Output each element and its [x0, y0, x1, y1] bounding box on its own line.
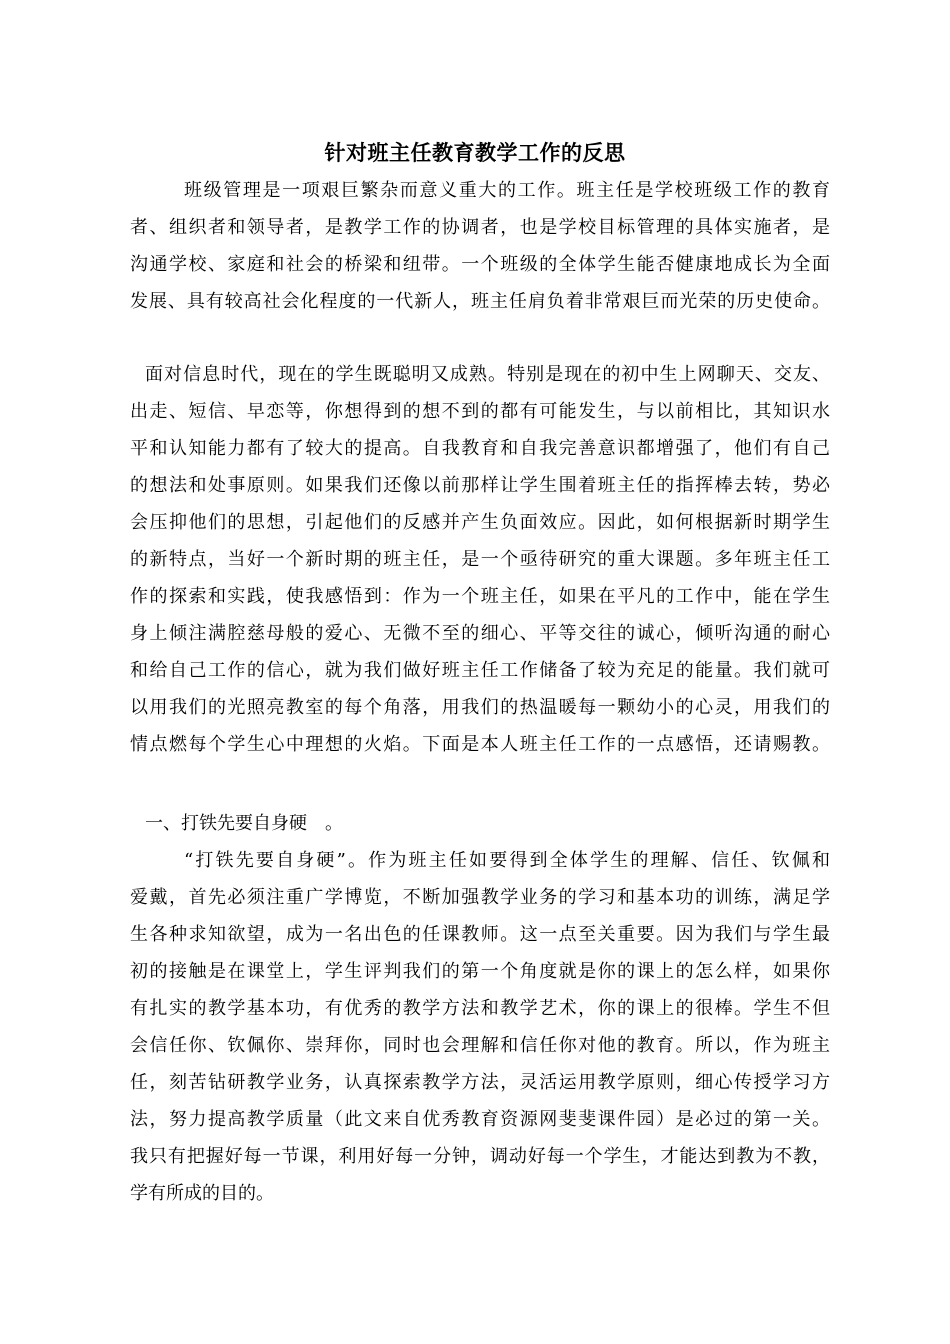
paragraph-4-line-2: 爱戴，首先必须注重广学博览，不断加强教学业务的学习和基本功的训练，满足学: [130, 887, 830, 908]
document-title: 针对班主任教育教学工作的反思: [324, 140, 626, 165]
paragraph-1-line-1: 班级管理是一项艰巨繁杂而意义重大的工作。班主任是学校班级工作的教育: [184, 180, 830, 201]
paragraph-2-line-9: 和给自己工作的信心，就为我们做好班主任工作储备了较为充足的能量。我们就可: [130, 660, 830, 681]
paragraph-4-line-10: 学有所成的目的。: [130, 1183, 274, 1204]
paragraph-4-line-1: “打铁先要自身硬”。作为班主任如要得到全体学生的理解、信任、钦佩和: [184, 850, 830, 871]
paragraph-4-line-4: 初的接触是在课堂上，学生评判我们的第一个角度就是你的课上的怎么样，如果你: [130, 961, 830, 982]
paragraph-2-line-10: 以用我们的光照亮教室的每个角落，用我们的热温暖每一颗幼小的心灵，用我们的: [130, 697, 830, 718]
paragraph-2-line-7: 作的探索和实践，使我感悟到：作为一个班主任，如果在平凡的工作中，能在学生: [130, 586, 830, 607]
paragraph-2-line-6: 的新特点，当好一个新时期的班主任，是一个亟待研究的重大课题。多年班主任工: [130, 549, 830, 570]
paragraph-4-line-5: 有扎实的教学基本功，有优秀的教学方法和教学艺术，你的课上的很棒。学生不但: [130, 998, 830, 1019]
section-heading-1: 一、打铁先要自身硬 。: [145, 813, 343, 834]
paragraph-2-line-8: 身上倾注满腔慈母般的爱心、无微不至的细心、平等交往的诚心，倾听沟通的耐心: [130, 623, 830, 644]
paragraph-1-line-3: 沟通学校、家庭和社会的桥梁和纽带。一个班级的全体学生能否健康地成长为全面: [130, 254, 830, 275]
paragraph-4-line-7: 任，刻苦钻研教学业务，认真探索教学方法，灵活运用教学原则，细心传授学习方: [130, 1072, 830, 1093]
paragraph-2-line-5: 会压抑他们的思想，引起他们的反感并产生负面效应。因此，如何根据新时期学生: [130, 512, 830, 533]
paragraph-2-line-3: 平和认知能力都有了较大的提高。自我教育和自我完善意识都增强了，他们有自己: [130, 438, 830, 459]
paragraph-2-line-4: 的想法和处事原则。如果我们还像以前那样让学生围着班主任的指挥棒去转，势必: [130, 475, 830, 496]
paragraph-2-line-2: 出走、短信、早恋等，你想得到的想不到的都有可能发生，与以前相比，其知识水: [130, 401, 830, 422]
paragraph-1-line-2: 者、组织者和领导者，是教学工作的协调者，也是学校目标管理的具体实施者，是: [130, 217, 830, 238]
paragraph-4-line-9: 我只有把握好每一节课，利用好每一分钟，调动好每一个学生，才能达到教为不教，: [130, 1146, 830, 1167]
paragraph-1-line-4: 发展、具有较高社会化程度的一代新人，班主任肩负着非常艰巨而光荣的历史使命。: [130, 291, 830, 312]
paragraph-4-line-8: 法，努力提高教学质量（此文来自优秀教育资源网斐斐课件园）是必过的第一关。: [130, 1109, 830, 1130]
paragraph-4-line-6: 会信任你、钦佩你、崇拜你，同时也会理解和信任你对他的教育。所以，作为班主: [130, 1035, 830, 1056]
paragraph-2-line-1: 面对信息时代，现在的学生既聪明又成熟。特别是现在的初中生上网聊天、交友、: [145, 364, 830, 385]
paragraph-2-line-11: 情点燃每个学生心中理想的火焰。下面是本人班主任工作的一点感悟，还请赐教。: [130, 734, 830, 755]
paragraph-4-line-3: 生各种求知欲望，成为一名出色的任课教师。这一点至关重要。因为我们与学生最: [130, 924, 830, 945]
